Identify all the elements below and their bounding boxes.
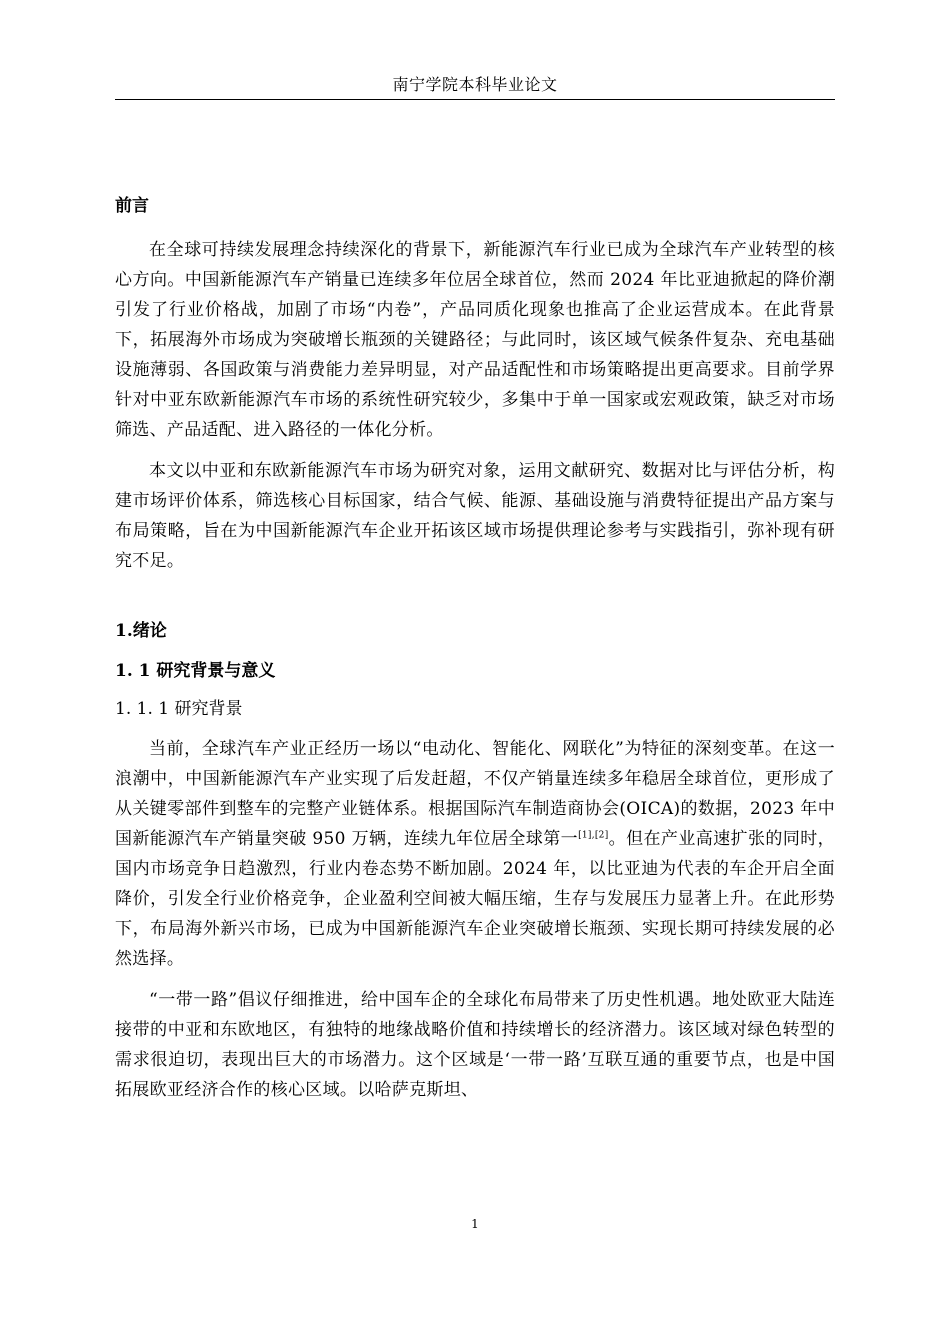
background-paragraph-1: [115, 734, 835, 974]
subsection-heading: 1. 1. 1 研究背景: [115, 699, 243, 719]
page-body: [115, 193, 835, 1105]
page-number: 1: [471, 1217, 479, 1231]
running-header: 南宁学院本科毕业论文: [392, 75, 558, 94]
header-rule: [115, 99, 835, 100]
paragraph-text: 。但在产业高速扩张的同时，国内市场竞争日趋激烈，行业内卷态势不断加剧。2024 年，以比亚迪为代表的车企开启全面降价，引发全行业价格竞争，企业盈利空间被大幅压缩，生存与发展压力显著上升。在此形势下，布局海外新兴市场，已成为中国新能源汽车企业突破增长瓶颈、实现长期可持续发展的必然选择。: [115, 829, 835, 969]
preface-paragraph-1: 在全球可持续发展理念持续深化的背景下，新能源汽车行业已成为全球汽车产业转型的核心方向。中国新能源汽车产销量已连续多年位居全球首位，然而 2024 年比亚迪掀起的降价潮引发了行业价格战，加剧了市场“内卷”，产品同质化现象也推高了企业运营成本。在此背景下，拓展海外市场成为突破增长瓶颈的关键路径；与此同时，该区域气候条件复杂、充电基础设施薄弱、各国政策与消费能力差异明显，对产品适配性和市场策略提出更高要求。目前学界针对中亚东欧新能源汽车市场的系统性研究较少，多集中于单一国家或宏观政策，缺乏对市场筛选、产品适配、进入路径的一体化分析。: [115, 240, 835, 440]
citation-superscript: [1],[2]: [578, 830, 609, 841]
background-paragraph-2: “一带一路”倡议仔细推进，给中国车企的全球化布局带来了历史性机遇。地处欧亚大陆连接带的中亚和东欧地区，有独特的地缘战略价值和持续增长的经济潜力。该区域对绿色转型的需求很迫切，表现出巨大的市场潜力。这个区域是‘一带一路’互联互通的重要节点，也是中国拓展欧亚经济合作的核心区域。以哈萨克斯坦、: [115, 990, 835, 1100]
section-heading: 1. 1 研究背景与意义: [115, 661, 276, 681]
preface-paragraph-2: 本文以中亚和东欧新能源汽车市场为研究对象，运用文献研究、数据对比与评估分析，构建市场评价体系，筛选核心目标国家，结合气候、能源、基础设施与消费特征提出产品方案与布局策略，旨在为中国新能源汽车企业开拓该区域市场提供理论参考与实践指引，弥补现有研究不足。: [115, 461, 835, 571]
paragraph-text: 当前，全球汽车产业正经历一场以“电动化、智能化、网联化”为特征的深刻变革。在这一浪潮中，中国新能源汽车产业实现了后发赶超，不仅产销量连续多年稳居全球首位，更形成了从关键零部件到整车的完整产业链体系。根据国际汽车制造商协会(OICA)的数据，2023 年中国新能源汽车产销量突破 950 万辆，连续九年位居全球第一: [115, 739, 835, 849]
preface-heading: 前言: [115, 196, 149, 216]
chapter-heading: 1.绪论: [115, 621, 167, 641]
